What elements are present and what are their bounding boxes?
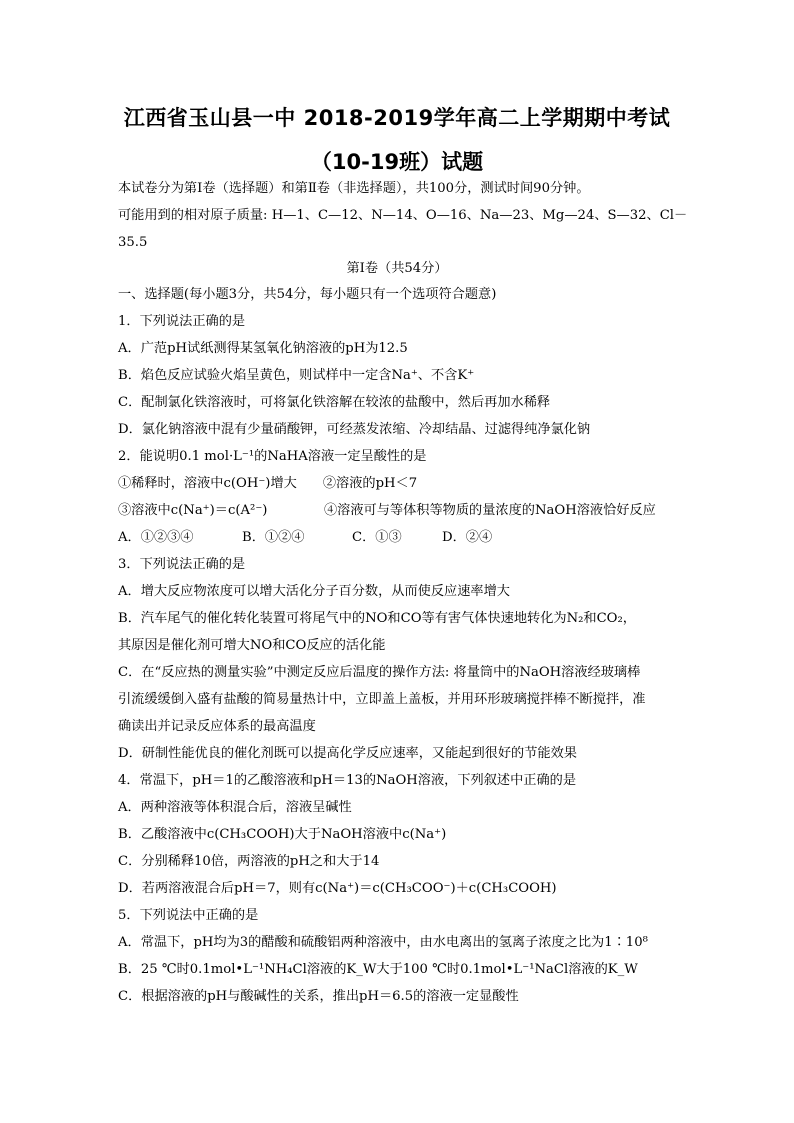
- q3-option-c-line-1: C．在“反应热的测量实验”中测定反应后温度的操作方法: 将量筒中的NaOH溶液经玻璃棒: [118, 665, 641, 680]
- q2-option-d: D．②④: [442, 530, 493, 545]
- intro-line-2: 可能用到的相对原子质量: H—1、C—12、N—14、O—16、Na—23、Mg—24、S—32、Cl－: [118, 208, 688, 223]
- q1-option-b: B．焰色反应试验火焰呈黄色，则试样中一定含Na⁺、不含K⁺: [118, 368, 475, 383]
- q3-option-a: A．增大反应物浓度可以增大活化分子百分数，从而使反应速率增大: [118, 584, 510, 599]
- q5-option-c: C．根据溶液的pH与酸碱性的关系，推出pH＝6.5的溶液一定显酸性: [118, 989, 519, 1004]
- q2-statement-3: ③溶液中c(Na⁺)＝c(A²⁻): [118, 503, 268, 518]
- section-heading: 第Ⅰ卷（共54分）: [346, 261, 448, 276]
- q4-option-b: B．乙酸溶液中c(CH₃COOH)大于NaOH溶液中c(Na⁺): [118, 827, 447, 842]
- q1-option-d: D．氯化钠溶液中混有少量硝酸钾，可经蒸发浓缩、冷却结晶、过滤得纯净氯化钠: [118, 422, 591, 437]
- q4-option-d: D．若两溶液混合后pH＝7，则有c(Na⁺)＝c(CH₃COO⁻)＋c(CH₃COOH): [118, 881, 557, 896]
- q2-statement-4: ④溶液可与等体积等物质的量浓度的NaOH溶液恰好反应: [324, 503, 656, 518]
- q5-option-a: A．常温下，pH均为3的醋酸和硫酸铝两种溶液中，由水电离出的氢离子浓度之比为1∶10⁸: [118, 935, 648, 950]
- q2-stem: 2．能说明0.1 mol·L⁻¹的NaHA溶液一定呈酸性的是: [118, 449, 427, 464]
- q2-statements-row-2: [118, 502, 656, 520]
- q4-option-c: C．分别稀释10倍，两溶液的pH之和大于14: [118, 854, 380, 869]
- q1-stem: 1．下列说法正确的是: [118, 314, 246, 329]
- q4-option-a: A．两种溶液等体积混合后，溶液呈碱性: [118, 800, 352, 815]
- intro-line-1: 本试卷分为第Ⅰ卷（选择题）和第Ⅱ卷（非选择题），共100分，测试时间90分钟。: [118, 181, 590, 196]
- q1-option-a: A．广范pH试纸测得某氢氧化钠溶液的pH为12.5: [118, 341, 408, 356]
- q3-option-c-line-3: 确读出并记录反应体系的最高温度: [118, 719, 316, 734]
- q1-option-c: C．配制氯化铁溶液时，可将氯化铁溶解在较浓的盐酸中，然后再加水稀释: [118, 395, 551, 410]
- q4-stem: 4．常温下，pH＝1的乙酸溶液和pH＝13的NaOH溶液，下列叙述中正确的是: [118, 773, 577, 788]
- q2-option-b: B．①②④: [242, 530, 305, 545]
- q2-option-c: C．①③: [352, 530, 402, 545]
- intro-line-3: 35.5: [118, 235, 148, 250]
- q3-option-c-line-2: 引流缓缓倒入盛有盐酸的简易量热计中，立即盖上盖板，并用环形玻璃搅拌棒不断搅拌，准: [118, 692, 646, 707]
- q3-stem: 3．下列说法正确的是: [118, 557, 246, 572]
- q5-option-b: B．25 ℃时0.1mol•L⁻¹NH₄Cl溶液的K_W大于100 ℃时0.1mol•L⁻¹NaCl溶液的K_W: [118, 962, 638, 977]
- q3-option-b-line-1: B．汽车尾气的催化转化装置可将尾气中的NO和CO等有害气体快速地转化为N₂和CO₂，: [118, 611, 636, 626]
- section-instructions: 一、选择题(每小题3分，共54分，每小题只有一个选项符合题意): [118, 287, 497, 302]
- q2-options: [118, 529, 492, 547]
- title-line-2: （10-19班）试题: [310, 150, 484, 174]
- q2-statements-row-1: [118, 475, 417, 493]
- q2-statement-2: ②溶液的pH＜7: [322, 476, 418, 491]
- q3-option-d: D．研制性能优良的催化剂既可以提高化学反应速率，又能起到很好的节能效果: [118, 746, 577, 761]
- q3-option-b-line-2: 其原因是催化剂可增大NO和CO反应的活化能: [118, 638, 386, 653]
- title-line-1: 江西省玉山县一中 2018-2019学年高二上学期期中考试: [123, 106, 671, 130]
- q5-stem: 5．下列说法中正确的是: [118, 908, 259, 923]
- q2-option-a: A．①②③④: [118, 530, 194, 545]
- q2-statement-1: ①稀释时，溶液中c(OH⁻)增大: [118, 476, 297, 491]
